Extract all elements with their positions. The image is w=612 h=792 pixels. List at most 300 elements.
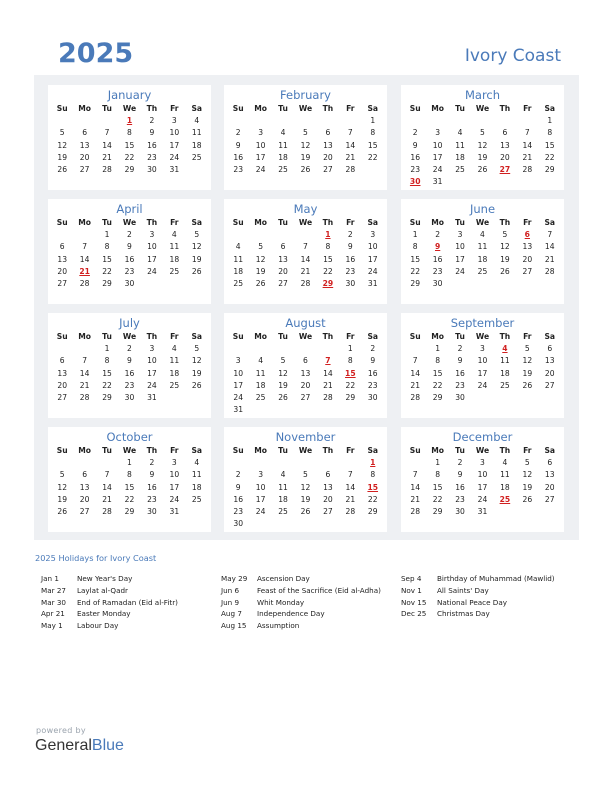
day-cell: 15 bbox=[102, 254, 112, 264]
day-cell: 29 bbox=[432, 506, 443, 516]
day-cell: 16 bbox=[124, 254, 135, 264]
day-cell: 23 bbox=[233, 506, 244, 516]
day-cell: 23 bbox=[124, 266, 135, 276]
day-cell: 11 bbox=[191, 470, 202, 480]
empty-cell bbox=[362, 518, 384, 530]
weekday-header: Fr bbox=[170, 446, 179, 455]
week-row bbox=[227, 164, 384, 176]
day-cell: 3 bbox=[258, 128, 264, 138]
day-cell: 20 bbox=[522, 254, 533, 264]
day-cell: 10 bbox=[432, 140, 443, 150]
month-6 bbox=[48, 313, 211, 418]
day-cell: 21 bbox=[323, 380, 333, 390]
day-cell: 14 bbox=[522, 140, 533, 150]
week-row bbox=[227, 404, 384, 416]
day-cell: 29 bbox=[410, 278, 421, 288]
day-cell: 10 bbox=[455, 242, 465, 252]
day-cell: 13 bbox=[522, 242, 533, 252]
day-cell: 7 bbox=[104, 128, 110, 138]
day-cell: 21 bbox=[79, 380, 90, 390]
day-cell: 13 bbox=[323, 140, 333, 150]
day-cell: 14 bbox=[345, 482, 356, 492]
month-10 bbox=[224, 427, 387, 532]
weekday-header: Fr bbox=[170, 104, 179, 113]
day-cell: 8 bbox=[104, 242, 110, 252]
brand-blue: Blue bbox=[91, 737, 124, 754]
day-cell: 30 bbox=[367, 392, 378, 402]
holiday-day: 15 bbox=[345, 368, 356, 378]
day-cell: 22 bbox=[124, 152, 135, 162]
day-cell: 30 bbox=[345, 278, 356, 288]
empty-cell bbox=[141, 278, 163, 290]
day-cell: 7 bbox=[303, 242, 308, 252]
holiday-day: 6 bbox=[524, 230, 530, 240]
holiday-name: Birthday of Muhammad (Mawlid) bbox=[437, 574, 555, 583]
weekday-header: Mo bbox=[254, 218, 268, 227]
weekday-header: Mo bbox=[431, 332, 445, 341]
day-cell: 27 bbox=[79, 506, 90, 516]
day-cell: 20 bbox=[57, 380, 68, 390]
month-name: June bbox=[469, 202, 496, 216]
weekday-header: Su bbox=[409, 104, 421, 113]
day-cell: 18 bbox=[500, 482, 510, 492]
day-cell: 25 bbox=[191, 494, 202, 504]
empty-cell bbox=[471, 176, 493, 188]
day-cell: 26 bbox=[522, 380, 533, 390]
holiday-day: 1 bbox=[325, 230, 331, 240]
day-cell: 18 bbox=[278, 152, 288, 162]
week-row bbox=[51, 482, 208, 494]
day-cell: 27 bbox=[79, 164, 90, 174]
weekday-header: Mo bbox=[78, 446, 92, 455]
day-cell: 4 bbox=[502, 458, 508, 468]
weekday-header: Fr bbox=[523, 104, 532, 113]
holiday-name: Easter Monday bbox=[77, 609, 131, 619]
weekday-header: We bbox=[298, 332, 313, 341]
day-cell: 1 bbox=[412, 230, 418, 240]
day-cell: 6 bbox=[59, 242, 65, 252]
day-cell: 8 bbox=[435, 470, 441, 480]
week-row bbox=[404, 254, 561, 266]
day-cell: 2 bbox=[127, 230, 132, 240]
empty-cell bbox=[294, 404, 316, 416]
day-cell: 29 bbox=[367, 506, 378, 516]
day-cell: 6 bbox=[303, 356, 308, 366]
powered-by-text: powered by bbox=[36, 726, 86, 735]
day-cell: 17 bbox=[455, 254, 465, 264]
day-cell: 5 bbox=[524, 458, 530, 468]
day-cell: 31 bbox=[147, 392, 157, 402]
week-row bbox=[404, 115, 561, 127]
day-cell: 12 bbox=[300, 140, 311, 150]
day-cell: 11 bbox=[278, 482, 288, 492]
day-cell: 8 bbox=[370, 470, 376, 480]
month-9 bbox=[48, 427, 211, 532]
weekday-header: Mo bbox=[254, 104, 268, 113]
week-row bbox=[404, 469, 561, 481]
brand-general: General bbox=[35, 737, 92, 754]
day-cell: 22 bbox=[345, 380, 356, 390]
day-cell: 18 bbox=[500, 368, 510, 378]
holiday-day: 15 bbox=[367, 482, 379, 492]
day-cell: 2 bbox=[127, 344, 132, 354]
day-cell: 16 bbox=[455, 482, 465, 492]
week-row bbox=[404, 355, 561, 367]
weekday-header: We bbox=[122, 218, 137, 227]
day-cell: 27 bbox=[300, 392, 311, 402]
weekday-header: Fr bbox=[346, 218, 355, 227]
weekday-header: Th bbox=[322, 104, 334, 113]
day-cell: 31 bbox=[169, 164, 180, 174]
day-cell: 14 bbox=[345, 140, 356, 150]
week-row bbox=[51, 164, 208, 176]
day-cell: 18 bbox=[169, 368, 180, 378]
day-cell: 9 bbox=[347, 242, 353, 252]
day-cell: 16 bbox=[233, 152, 244, 162]
week-row bbox=[227, 229, 384, 241]
month-name: August bbox=[285, 316, 326, 330]
week-row bbox=[227, 494, 384, 506]
day-cell: 14 bbox=[79, 368, 90, 378]
week-row bbox=[404, 164, 561, 176]
week-row bbox=[404, 506, 561, 518]
day-cell: 9 bbox=[149, 470, 155, 480]
week-row bbox=[404, 343, 561, 355]
day-cell: 25 bbox=[500, 380, 510, 390]
day-cell: 27 bbox=[544, 494, 555, 504]
day-cell: 17 bbox=[169, 482, 180, 492]
weekday-header: Th bbox=[146, 446, 158, 455]
day-cell: 13 bbox=[57, 368, 68, 378]
day-cell: 24 bbox=[255, 506, 266, 516]
week-row bbox=[51, 266, 208, 278]
weekday-header: Th bbox=[322, 332, 334, 341]
day-cell: 29 bbox=[124, 506, 135, 516]
weekday-header: Su bbox=[56, 446, 68, 455]
day-cell: 16 bbox=[345, 254, 356, 264]
empty-cell bbox=[272, 404, 294, 416]
day-cell: 22 bbox=[432, 494, 443, 504]
day-cell: 7 bbox=[547, 230, 553, 240]
generalblue-logo[interactable] bbox=[35, 737, 124, 755]
holiday-date: Aug 7 bbox=[221, 609, 242, 619]
day-cell: 25 bbox=[455, 164, 465, 174]
day-cell: 17 bbox=[147, 368, 157, 378]
day-cell: 10 bbox=[169, 128, 180, 138]
day-cell: 17 bbox=[147, 254, 157, 264]
week-row bbox=[51, 115, 208, 127]
weekday-header: We bbox=[475, 218, 490, 227]
day-cell: 12 bbox=[300, 482, 311, 492]
day-cell: 3 bbox=[235, 356, 241, 366]
day-cell: 27 bbox=[57, 278, 68, 288]
week-row bbox=[51, 380, 208, 392]
day-cell: 10 bbox=[255, 140, 266, 150]
day-cell: 19 bbox=[255, 266, 266, 276]
weekday-header: Tu bbox=[455, 218, 465, 227]
empty-cell bbox=[494, 176, 516, 188]
empty-cell bbox=[516, 278, 538, 290]
day-cell: 28 bbox=[410, 392, 421, 402]
empty-cell bbox=[227, 115, 249, 127]
day-cell: 2 bbox=[347, 230, 353, 240]
weekday-header: Sa bbox=[544, 218, 556, 227]
empty-cell bbox=[272, 343, 294, 355]
day-cell: 20 bbox=[79, 494, 90, 504]
day-cell: 19 bbox=[191, 368, 202, 378]
month-grid bbox=[404, 331, 561, 404]
day-cell: 13 bbox=[544, 356, 555, 366]
day-cell: 3 bbox=[370, 230, 376, 240]
day-cell: 30 bbox=[124, 278, 135, 288]
week-row bbox=[51, 506, 208, 518]
day-cell: 20 bbox=[79, 152, 90, 162]
weekday-header: We bbox=[298, 218, 313, 227]
calendar-panel bbox=[34, 75, 579, 540]
week-row bbox=[51, 368, 208, 380]
holiday-date: Jun 9 bbox=[221, 597, 240, 607]
day-cell: 9 bbox=[149, 128, 155, 138]
empty-cell bbox=[471, 115, 493, 127]
week-row bbox=[404, 457, 561, 469]
day-cell: 22 bbox=[432, 380, 443, 390]
day-cell: 14 bbox=[410, 482, 421, 492]
day-cell: 13 bbox=[300, 368, 311, 378]
holiday-item bbox=[41, 597, 221, 609]
day-cell: 17 bbox=[233, 380, 244, 390]
day-cell: 18 bbox=[477, 254, 488, 264]
day-cell: 24 bbox=[147, 380, 157, 390]
month-1 bbox=[224, 85, 387, 190]
day-cell: 15 bbox=[544, 140, 555, 150]
day-cell: 8 bbox=[435, 356, 441, 366]
day-cell: 11 bbox=[169, 242, 180, 252]
day-cell: 5 bbox=[303, 470, 308, 480]
day-cell: 22 bbox=[323, 266, 333, 276]
day-cell: 27 bbox=[57, 392, 68, 402]
empty-cell bbox=[317, 457, 339, 469]
day-cell: 11 bbox=[455, 140, 465, 150]
day-cell: 14 bbox=[102, 140, 112, 150]
day-cell: 24 bbox=[455, 266, 465, 276]
day-cell: 30 bbox=[432, 278, 443, 288]
weekday-header: Mo bbox=[431, 104, 445, 113]
holiday-name: Christmas Day bbox=[437, 609, 490, 619]
day-cell: 1 bbox=[127, 458, 132, 468]
day-cell: 29 bbox=[544, 164, 555, 174]
holiday-date: Apr 21 bbox=[41, 609, 65, 619]
day-cell: 28 bbox=[79, 278, 90, 288]
day-cell: 30 bbox=[455, 506, 465, 516]
holiday-day: 27 bbox=[499, 164, 511, 174]
day-cell: 5 bbox=[502, 230, 508, 240]
weekday-header: Su bbox=[409, 332, 421, 341]
weekday-header: Tu bbox=[278, 446, 288, 455]
day-cell: 28 bbox=[544, 266, 555, 276]
day-cell: 7 bbox=[412, 356, 418, 366]
day-cell: 13 bbox=[79, 482, 90, 492]
weekday-header: Tu bbox=[102, 218, 112, 227]
day-cell: 17 bbox=[432, 152, 443, 162]
empty-cell bbox=[51, 343, 73, 355]
day-cell: 6 bbox=[280, 242, 286, 252]
day-cell: 4 bbox=[235, 242, 241, 252]
day-cell: 28 bbox=[410, 506, 421, 516]
day-cell: 28 bbox=[102, 506, 112, 516]
day-cell: 1 bbox=[435, 344, 441, 354]
month-name: May bbox=[293, 202, 318, 216]
day-cell: 29 bbox=[102, 278, 112, 288]
day-cell: 8 bbox=[127, 470, 132, 480]
day-cell: 9 bbox=[235, 140, 241, 150]
day-cell: 1 bbox=[104, 344, 110, 354]
empty-cell bbox=[494, 115, 516, 127]
day-cell: 18 bbox=[278, 494, 288, 504]
day-cell: 2 bbox=[457, 344, 463, 354]
week-row bbox=[227, 506, 384, 518]
week-row bbox=[404, 176, 561, 188]
empty-cell bbox=[317, 343, 339, 355]
day-cell: 15 bbox=[323, 254, 333, 264]
weekday-header: Sa bbox=[367, 332, 379, 341]
day-cell: 23 bbox=[233, 164, 244, 174]
day-cell: 19 bbox=[191, 254, 202, 264]
week-row bbox=[404, 482, 561, 494]
day-cell: 9 bbox=[127, 242, 132, 252]
month-7 bbox=[224, 313, 387, 418]
week-row bbox=[227, 241, 384, 253]
day-cell: 19 bbox=[522, 482, 533, 492]
empty-cell bbox=[317, 518, 339, 530]
year-title: 2025 bbox=[58, 38, 134, 69]
day-cell: 25 bbox=[169, 266, 180, 276]
day-cell: 10 bbox=[147, 242, 157, 252]
day-cell: 24 bbox=[255, 164, 266, 174]
day-cell: 4 bbox=[194, 116, 200, 126]
day-cell: 6 bbox=[547, 458, 553, 468]
holiday-date: Mar 30 bbox=[41, 597, 66, 607]
day-cell: 3 bbox=[171, 458, 177, 468]
day-cell: 12 bbox=[57, 140, 68, 150]
day-cell: 25 bbox=[191, 152, 202, 162]
empty-cell bbox=[249, 518, 271, 530]
week-row bbox=[404, 380, 561, 392]
day-cell: 5 bbox=[280, 356, 286, 366]
day-cell: 20 bbox=[300, 380, 311, 390]
day-cell: 25 bbox=[477, 266, 488, 276]
weekday-header: Mo bbox=[431, 218, 445, 227]
day-cell: 9 bbox=[235, 482, 241, 492]
day-cell: 13 bbox=[278, 254, 288, 264]
day-cell: 17 bbox=[169, 140, 180, 150]
day-cell: 15 bbox=[410, 254, 421, 264]
day-cell: 20 bbox=[323, 152, 333, 162]
weekday-header: Mo bbox=[431, 446, 445, 455]
day-cell: 31 bbox=[432, 177, 443, 187]
day-cell: 14 bbox=[410, 368, 421, 378]
month-grid bbox=[404, 103, 561, 188]
day-cell: 5 bbox=[524, 344, 530, 354]
weekday-header: Mo bbox=[78, 332, 92, 341]
day-cell: 8 bbox=[347, 356, 353, 366]
weekday-header: Fr bbox=[170, 332, 179, 341]
day-cell: 2 bbox=[149, 458, 155, 468]
day-cell: 27 bbox=[323, 164, 333, 174]
weekday-header: Th bbox=[146, 218, 158, 227]
day-cell: 21 bbox=[410, 380, 421, 390]
empty-cell bbox=[227, 457, 249, 469]
day-cell: 10 bbox=[169, 470, 180, 480]
empty-cell bbox=[539, 506, 561, 518]
empty-cell bbox=[294, 229, 316, 241]
day-cell: 16 bbox=[367, 368, 378, 378]
day-cell: 26 bbox=[477, 164, 488, 174]
day-cell: 17 bbox=[367, 254, 378, 264]
day-cell: 23 bbox=[455, 380, 465, 390]
holiday-column bbox=[41, 573, 221, 632]
holiday-item bbox=[401, 608, 581, 620]
day-cell: 18 bbox=[233, 266, 244, 276]
day-cell: 28 bbox=[522, 164, 533, 174]
day-cell: 11 bbox=[255, 368, 266, 378]
day-cell: 3 bbox=[457, 230, 463, 240]
month-grid bbox=[227, 445, 384, 530]
empty-cell bbox=[73, 115, 95, 127]
day-cell: 19 bbox=[278, 380, 288, 390]
weekday-header: Su bbox=[232, 218, 244, 227]
weekday-header: Su bbox=[56, 332, 68, 341]
month-name: February bbox=[280, 88, 331, 102]
holiday-name: Labour Day bbox=[77, 621, 119, 631]
day-cell: 1 bbox=[547, 116, 553, 126]
holiday-day: 4 bbox=[502, 344, 508, 354]
empty-cell bbox=[227, 229, 249, 241]
day-cell: 17 bbox=[477, 482, 488, 492]
day-cell: 22 bbox=[410, 266, 421, 276]
weekday-header: Sa bbox=[544, 104, 556, 113]
empty-cell bbox=[186, 506, 208, 518]
day-cell: 8 bbox=[547, 128, 553, 138]
weekday-header: Th bbox=[146, 332, 158, 341]
holiday-date: Aug 15 bbox=[221, 621, 247, 631]
weekday-header: Mo bbox=[254, 332, 268, 341]
day-cell: 28 bbox=[79, 392, 90, 402]
holiday-date: Nov 1 bbox=[401, 585, 422, 595]
holiday-column bbox=[401, 573, 581, 620]
day-cell: 11 bbox=[500, 356, 510, 366]
holiday-item bbox=[401, 585, 581, 597]
day-cell: 28 bbox=[102, 164, 112, 174]
day-cell: 11 bbox=[278, 140, 288, 150]
holiday-item bbox=[221, 573, 401, 585]
weekday-header: We bbox=[298, 104, 313, 113]
week-row bbox=[51, 392, 208, 404]
country-title: Ivory Coast bbox=[464, 46, 561, 66]
week-row bbox=[227, 482, 384, 494]
weekday-header: Th bbox=[499, 218, 511, 227]
day-cell: 4 bbox=[171, 230, 177, 240]
day-cell: 2 bbox=[235, 128, 241, 138]
empty-cell bbox=[539, 278, 561, 290]
day-cell: 6 bbox=[82, 128, 88, 138]
day-cell: 24 bbox=[432, 164, 443, 174]
day-cell: 16 bbox=[410, 152, 421, 162]
week-row bbox=[227, 115, 384, 127]
day-cell: 12 bbox=[278, 368, 288, 378]
week-row bbox=[51, 355, 208, 367]
day-cell: 17 bbox=[255, 494, 266, 504]
week-row bbox=[404, 368, 561, 380]
